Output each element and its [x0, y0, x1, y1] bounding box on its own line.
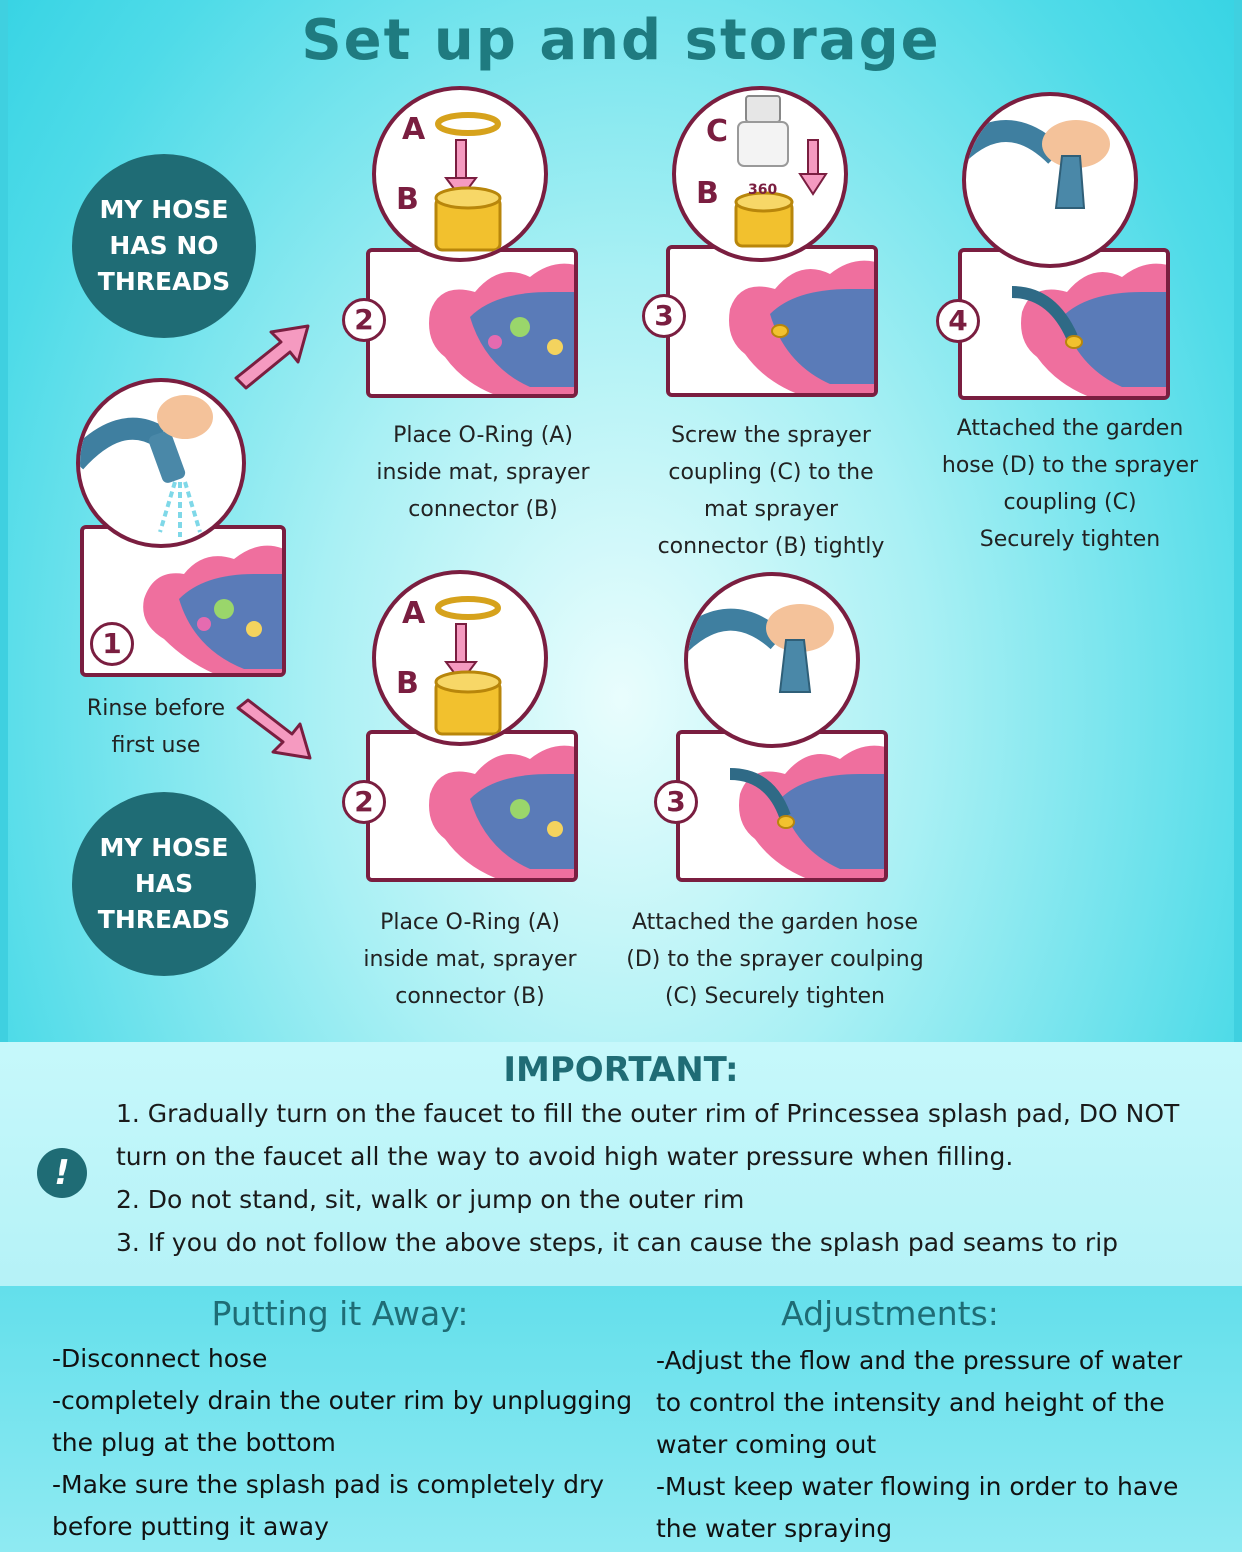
hose-sprayer-icon [80, 382, 246, 548]
step1-bubble [76, 378, 246, 548]
adjustments-line: -Adjust the flow and the pressure of water [656, 1346, 1183, 1375]
putting-away-line: before putting it away [52, 1512, 329, 1541]
row1-step4-panel [958, 248, 1170, 400]
row2-step3-caption: Attached the garden hose (D) to the sprayer coulping (C) Securely tighten [626, 910, 924, 1009]
row2-step3-panel [676, 730, 888, 882]
important-line: 2. Do not stand, sit, walk or jump on the outer rim [116, 1185, 745, 1214]
badge-threads [72, 792, 256, 976]
exclamation-icon: ! [37, 1148, 87, 1198]
page-title: Set up and storage [301, 8, 941, 73]
adjustments-line: the water spraying [656, 1514, 893, 1543]
arrow-down-right-icon [228, 696, 318, 766]
badge-threads-text: MY HOSE HAS THREADS [97, 833, 231, 934]
row1-step2-bubble [372, 86, 548, 262]
adjustments-line: to control the intensity and height of the [656, 1388, 1165, 1417]
label-a: A [402, 596, 426, 631]
row2-step2-number: 2 [342, 780, 386, 824]
row1-step3-panel [666, 245, 878, 397]
label-c: C [706, 114, 729, 149]
row1-step3-bubble [672, 86, 848, 262]
hose-nozzle-icon [688, 576, 856, 744]
step1-number: 1 [90, 622, 134, 666]
adjustments-list [656, 1340, 1226, 1550]
row2-step2-bubble [372, 570, 548, 746]
sprayer-coupling-icon [676, 90, 844, 258]
row2-step3-bubble [684, 572, 860, 748]
step1-caption: Rinse before first use [86, 696, 226, 758]
row1-step4-bubble [962, 92, 1138, 268]
badge-no-threads [72, 154, 256, 338]
arrow-up-right-icon [226, 320, 316, 390]
label-b: B [396, 182, 419, 217]
row2-step2-caption: Place O-Ring (A) inside mat, sprayer connector (B) [363, 910, 577, 1009]
label-b: B [696, 176, 719, 211]
important-line: 3. If you do not follow the above steps, it can cause the splash pad seams to rip [116, 1228, 1119, 1257]
putting-away-line: the plug at the bottom [52, 1428, 336, 1457]
badge-no-threads-text: MY HOSE HAS NO THREADS [97, 195, 231, 296]
row1-step3-caption: Screw the sprayer coupling (C) to the mat sprayer connector (B) tightly [657, 423, 885, 559]
row2-step3-number: 3 [654, 780, 698, 824]
mat-illustration [962, 252, 1170, 400]
adjustments-line: water coming out [656, 1430, 877, 1459]
row2-step2-panel [366, 730, 578, 882]
label-b: B [396, 666, 419, 701]
hose-nozzle-icon [966, 96, 1134, 264]
row1-step4-caption: Attached the garden hose (D) to the sprayer coupling (C) Securely tighten [941, 416, 1199, 552]
mat-illustration [670, 249, 878, 397]
putting-away-line: -Disconnect hose [52, 1344, 268, 1373]
putting-away-line: -completely drain the outer rim by unplugging [52, 1386, 633, 1415]
adjustments-title: Adjustments: [781, 1294, 999, 1333]
putting-away-title: Putting it Away: [211, 1294, 469, 1333]
row1-step2-caption: Place O-Ring (A) inside mat, sprayer connector (B) [376, 423, 590, 522]
label-a: A [402, 112, 426, 147]
row1-step2-number: 2 [342, 298, 386, 342]
important-line: 1. Gradually turn on the faucet to fill the outer rim of Princessea splash pad, DO NOT [116, 1099, 1180, 1128]
row1-step4-number: 4 [936, 299, 980, 343]
adjustments-line: -Must keep water flowing in order to have [656, 1472, 1179, 1501]
rotation-label: 360 [748, 182, 778, 198]
putting-away-list [52, 1338, 632, 1548]
row1-step3-number: 3 [642, 294, 686, 338]
putting-away-line: -Make sure the splash pad is completely dry [52, 1470, 605, 1499]
important-title: IMPORTANT: [503, 1050, 739, 1090]
row1-step2-panel [366, 248, 578, 398]
mat-illustration [370, 734, 578, 882]
important-line: turn on the faucet all the way to avoid high water pressure when filling. [116, 1142, 1014, 1171]
mat-illustration [680, 734, 888, 882]
important-list [116, 1092, 1226, 1264]
mat-illustration [370, 252, 578, 398]
